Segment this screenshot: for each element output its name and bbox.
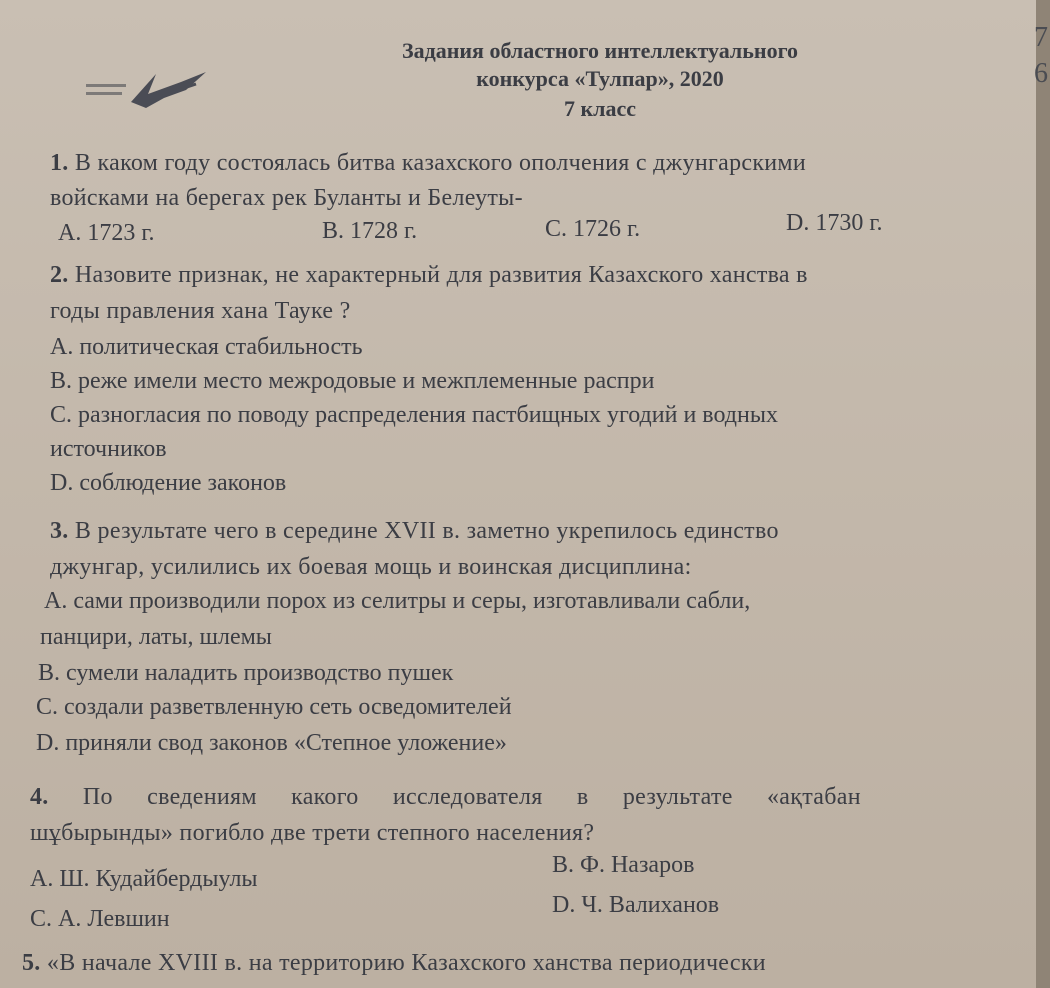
question-4-line-2: шұбырынды» погибло две трети степного населения?	[30, 820, 595, 846]
question-4-line-1	[30, 784, 1030, 811]
option-a-continued: панцири, латы, шлемы	[40, 624, 272, 650]
option-c: С. 1726 г.	[545, 216, 641, 242]
side-mark-1: 7	[1034, 22, 1048, 53]
question-1-line-1	[50, 150, 806, 177]
question-number: 3.	[50, 518, 69, 544]
question-text: По сведениям какого исследователя в результате «ақтабан	[82, 784, 861, 810]
option-c-continued: источников	[50, 436, 167, 462]
option-b: В. реже имели место межродовые и межплеменные распри	[50, 368, 655, 394]
question-2-line-1	[50, 262, 808, 289]
question-3-line-2: джунгар, усилились их боевая мощь и воинская дисциплина:	[50, 554, 692, 580]
option-b: В. Ф. Назаров	[552, 852, 695, 878]
question-text: В результате чего в середине XVII в. заметно укрепилось единство	[74, 518, 779, 544]
question-text: Назовите признак, не характерный для развития Казахского ханства в	[74, 262, 808, 288]
option-c: С. создали разветвленную сеть осведомителей	[36, 694, 512, 720]
header-line-2: конкурса «Тулпар», 2020	[476, 66, 724, 91]
question-5-line-1	[22, 950, 766, 977]
option-d: D. приняли свод законов «Степное уложение»	[36, 730, 507, 756]
tulpar-logo-icon	[86, 64, 216, 114]
option-a: А. Ш. Кудайбердыулы	[30, 866, 258, 892]
question-1-line-2: войсками на берегах рек Буланты и Белеуты-	[50, 185, 523, 211]
question-number: 1.	[50, 150, 69, 176]
side-mark-2: 6	[1034, 58, 1048, 89]
option-d: D. 1730 г.	[786, 210, 883, 236]
option-a: А. политическая стабильность	[50, 334, 363, 360]
question-text: «В начале XVIII в. на территорию Казахского ханства периодически	[46, 950, 766, 976]
header-grade: 7 класс	[563, 96, 637, 121]
question-number: 4.	[30, 784, 49, 810]
option-a: А. сами производили порох из селитры и серы, изготавливали сабли,	[44, 588, 751, 614]
question-number: 5.	[22, 950, 41, 976]
question-number: 2.	[50, 262, 69, 288]
page-edge	[1036, 0, 1050, 988]
question-2-line-2: годы правления хана Тауке ?	[50, 298, 351, 324]
option-b: В. сумели наладить производство пушек	[38, 660, 454, 686]
option-b: В. 1728 г.	[322, 218, 418, 244]
header-line-1: Задания областного интеллектуального	[401, 38, 799, 63]
option-c: С. А. Левшин	[30, 906, 170, 932]
option-d: D. Ч. Валиханов	[552, 892, 720, 918]
option-a: А. 1723 г.	[58, 220, 155, 246]
option-d: D. соблюдение законов	[50, 470, 287, 496]
option-c: С. разногласия по поводу распределения пастбищных угодий и водных	[50, 402, 778, 428]
question-text: В каком году состоялась битва казахского ополчения с джунгарскими	[74, 150, 807, 176]
question-3-line-1	[50, 518, 779, 545]
